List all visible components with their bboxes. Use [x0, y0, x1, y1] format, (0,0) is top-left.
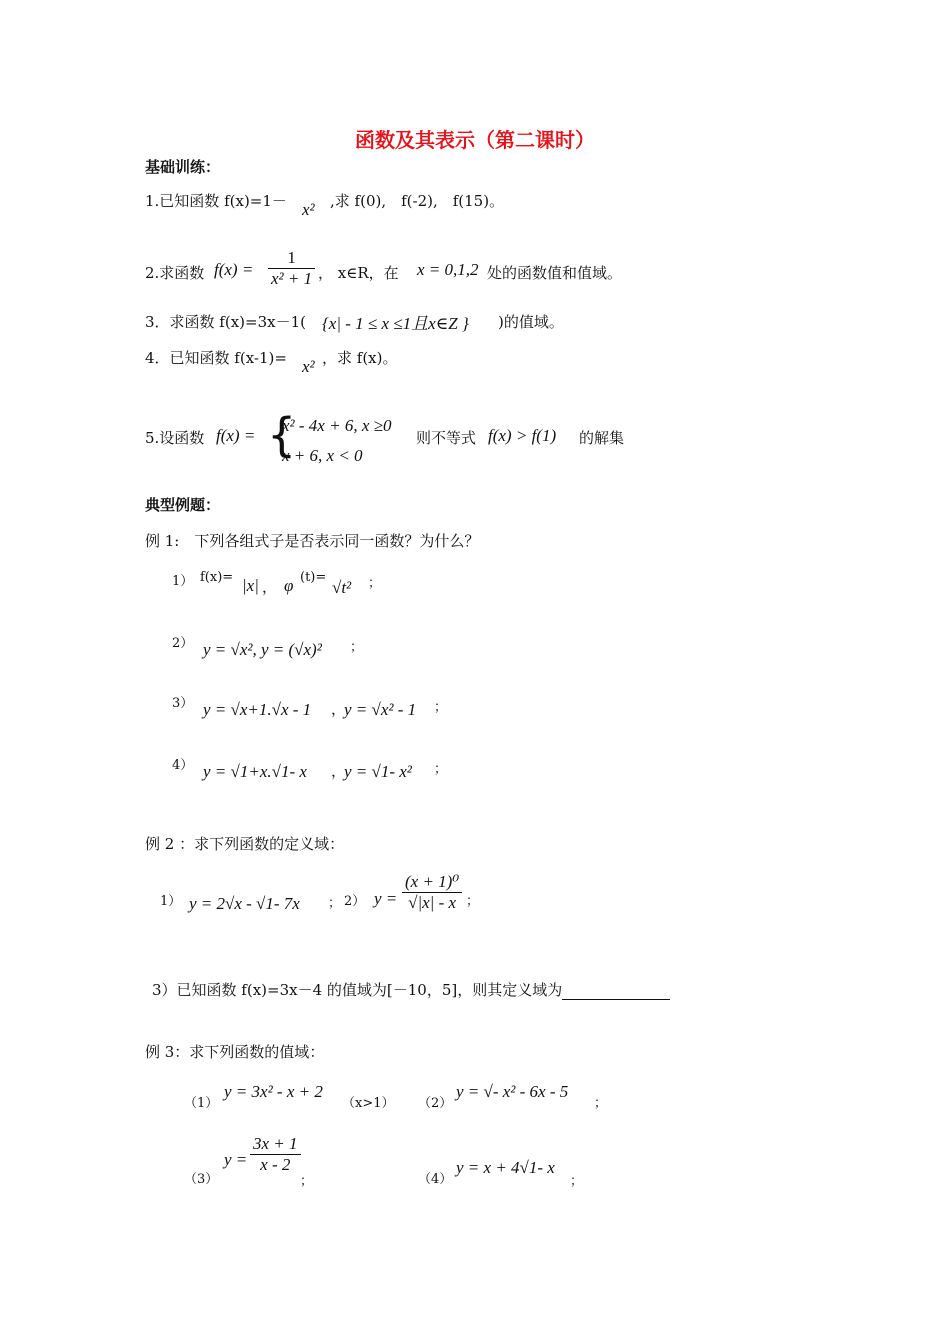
example-3-heading: 例 3：求下列函数的值域：	[145, 1043, 325, 1061]
problem-5-fx: f(x) =	[216, 426, 256, 445]
problem-2-fraction	[268, 248, 315, 289]
fraction-numerator: 1	[268, 248, 315, 269]
problem-1-text: 1.已知函数 f(x)=1－	[145, 192, 287, 210]
ex2-item-1-math: y = 2√x - √1- 7x	[189, 894, 300, 913]
ex1-item-2-end: ；	[350, 640, 364, 655]
problem-5-case-2: x + 6, x < 0	[282, 446, 363, 465]
ex1-item-1-b-math: √t²	[332, 578, 352, 597]
problem-4-math: x²	[302, 357, 315, 376]
fraction-numerator: 3x + 1	[250, 1134, 301, 1155]
ex2-item-2-end: ；	[466, 894, 480, 909]
ex1-item-3-label: 3）	[172, 696, 194, 711]
ex3-item-1-cond: （x>1）	[342, 1096, 395, 1111]
ex1-item-3-sep: ，	[331, 700, 347, 718]
example-2-heading: 例 2 ：求下列函数的定义域：	[145, 835, 345, 853]
problem-5-suffix: 的解集	[579, 429, 625, 447]
ex2-item-2-lhs: y =	[374, 889, 398, 908]
ex1-item-3-math-2: y = √x² - 1	[344, 700, 417, 719]
ex1-item-2-math: y = √x², y = (√x)²	[203, 640, 322, 659]
problem-2-prefix: 2.求函数	[145, 264, 205, 282]
problem-5-prefix: 5.设函数	[145, 429, 205, 447]
problem-5-inequality: f(x) > f(1)	[488, 426, 557, 445]
fraction-numerator: (x + 1)⁰	[402, 872, 462, 893]
problem-4-prefix: 4．已知函数 f(x-1)=	[145, 349, 287, 367]
answer-blank[interactable]	[562, 985, 670, 1000]
problem-1	[145, 190, 287, 211]
ex3-item-2-end: ；	[594, 1096, 608, 1111]
ex3-item-1-label: （1）	[184, 1096, 219, 1111]
problem-2-x-values: x = 0,1,2	[417, 260, 479, 279]
ex1-item-1-a-math: |x|	[242, 576, 259, 595]
problem-3-set: {x| - 1 ≤ x ≤1且x∈Z }	[322, 314, 469, 333]
ex2-item-2-fraction	[402, 872, 462, 913]
ex1-item-4-sep: ，	[331, 762, 347, 780]
problem-4-suffix: ，求 f(x)。	[322, 349, 398, 367]
ex1-item-3-math-1: y = √x+1.√x - 1	[203, 700, 312, 719]
example-1-heading: 例 1: 下列各组式子是否表示同一函数？为什么？	[145, 532, 480, 550]
left-brace-icon: {	[267, 408, 297, 462]
problem-5-mid: 则不等式	[416, 429, 477, 447]
ex1-item-4-label: 4）	[172, 758, 194, 773]
ex3-item-2-math: y = √- x² - 6x - 5	[456, 1082, 569, 1101]
ex1-item-4-math-1: y = √1+x.√1- x	[203, 762, 307, 781]
ex3-item-3-lhs: y =	[224, 1150, 248, 1169]
phi-symbol: φ	[284, 576, 294, 595]
problem-2-suffix: 处的函数值和值域。	[487, 264, 623, 282]
ex2-item-3	[152, 979, 670, 1000]
ex1-item-1-sep: ，	[262, 578, 278, 596]
ex1-item-4-end: ；	[434, 762, 448, 777]
ex3-item-4-math: y = x + 4√1- x	[456, 1158, 555, 1177]
fraction-denominator: √|x| - x	[408, 893, 457, 912]
problem-1-math: x²	[302, 200, 315, 219]
problem-2-mid: ， x∈R，在	[318, 264, 399, 282]
fraction-denominator: x - 2	[260, 1155, 291, 1174]
ex1-item-1-b: (t)=	[300, 570, 327, 585]
ex2-item-3-text: 3）已知函数 f(x)=3x－4 的值域为[－10，5]，则其定义域为	[152, 981, 563, 999]
problem-5-case-1: x² - 4x + 6, x ≥0	[282, 416, 392, 435]
ex1-item-4-math-2: y = √1- x²	[344, 762, 412, 781]
ex3-item-4-label: （4）	[418, 1172, 453, 1187]
section-examples-heading: 典型例题：	[145, 496, 221, 514]
ex1-item-2-label: 2）	[172, 636, 194, 651]
ex1-item-1-label: 1）	[172, 574, 194, 589]
ex3-item-4-end: ；	[570, 1174, 584, 1189]
ex2-sep: ；	[328, 896, 342, 911]
ex2-item-1-label: 1）	[160, 894, 182, 909]
section-basic-heading: 基础训练：	[145, 158, 221, 176]
page-title: 函数及其表示（第二课时）	[355, 128, 595, 152]
ex1-item-1-end: ；	[368, 576, 382, 591]
problem-3-prefix: 3．求函数 f(x)=3x－1(	[145, 313, 306, 331]
ex3-item-3-fraction	[250, 1134, 301, 1175]
problem-1-rest: ,求 f(0), f(-2), f(15)。	[330, 192, 505, 210]
ex1-item-1-a: f(x)=	[200, 570, 234, 585]
fraction-denominator: x² + 1	[271, 269, 313, 288]
ex1-item-3-end: ；	[434, 700, 448, 715]
problem-3-suffix: )的值域。	[498, 313, 564, 331]
problem-2-fx: f(x) =	[214, 260, 254, 279]
ex3-item-3-label: （3）	[184, 1172, 219, 1187]
ex2-item-2-label: 2）	[344, 894, 366, 909]
ex3-item-2-label: （2）	[418, 1096, 453, 1111]
ex3-item-3-end: ；	[300, 1174, 314, 1189]
ex3-item-1-math: y = 3x² - x + 2	[224, 1082, 323, 1101]
